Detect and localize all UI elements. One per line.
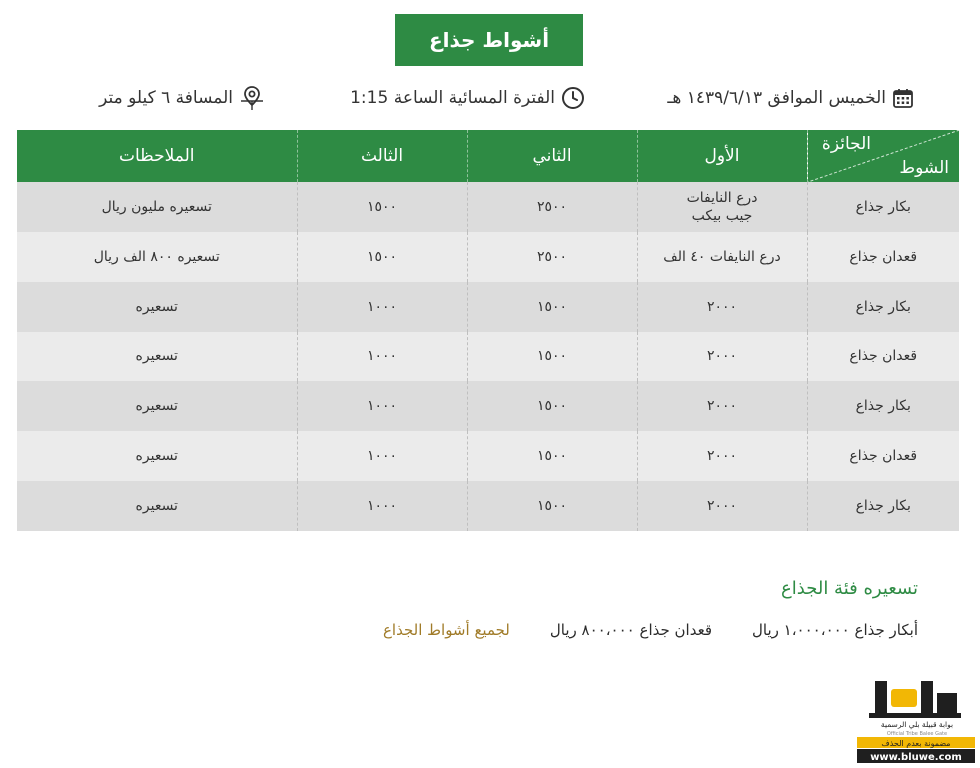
cell-first: ٢٠٠٠ bbox=[637, 481, 807, 531]
cell-race: قعدان جذاع bbox=[807, 332, 959, 382]
pricing-all-races: لجميع أشواط الجذاع bbox=[382, 621, 510, 639]
cell-first bbox=[637, 182, 807, 232]
cell-notes: تسعيره bbox=[17, 481, 297, 531]
logo-text-english: Official Tribe Balee Gate bbox=[886, 731, 948, 737]
pricing-details bbox=[383, 621, 918, 639]
map-pin-icon bbox=[239, 85, 265, 111]
cell-race: بكار جذاع bbox=[807, 282, 959, 332]
cell-first-line2: جيب بيكب bbox=[691, 207, 753, 224]
info-date bbox=[667, 84, 914, 112]
logo-url: www.bluwe.com bbox=[870, 752, 962, 763]
clock-icon bbox=[561, 86, 585, 110]
calendar-icon bbox=[892, 87, 914, 109]
cell-third: ١٠٠٠ bbox=[297, 332, 467, 382]
info-distance bbox=[99, 84, 265, 112]
cell-third: ١٠٠٠ bbox=[297, 431, 467, 481]
info-period-text: الفترة المسائية الساعة 1:15 bbox=[350, 88, 555, 108]
header-corner-prize: الجائزة bbox=[821, 134, 871, 154]
logo-text-arabic: بوابة قبيلة بلي الرسمية bbox=[880, 720, 954, 729]
cell-notes: تسعيره bbox=[17, 332, 297, 382]
page-title: أشواط جذاع bbox=[395, 14, 583, 66]
cell-first: ٢٠٠٠ bbox=[637, 431, 807, 481]
cell-second: ١٥٠٠ bbox=[467, 332, 637, 382]
cell-first-line1: درع النايفات bbox=[686, 189, 758, 206]
cell-third: ١٠٠٠ bbox=[297, 481, 467, 531]
cell-third: ١٥٠٠ bbox=[297, 232, 467, 282]
cell-first: درع النايفات ٤٠ الف bbox=[637, 232, 807, 282]
header-notes: الملاحظات bbox=[17, 130, 297, 182]
table-header-row bbox=[17, 130, 959, 182]
header-first: الأول bbox=[637, 130, 807, 182]
logo-slogan: مضمونة بعدم الحذف bbox=[881, 739, 951, 748]
cell-notes: تسعيره ٨٠٠ الف ريال bbox=[17, 232, 297, 282]
cell-notes: تسعيره bbox=[17, 431, 297, 481]
header-corner-race: الشوط bbox=[899, 158, 949, 178]
site-logo bbox=[857, 675, 975, 763]
pricing-qaadan: قعدان جذاع ٨٠٠،٠٠٠ ريال bbox=[549, 621, 712, 639]
table-row bbox=[17, 282, 959, 332]
cell-second: ٢٥٠٠ bbox=[467, 232, 637, 282]
table-row bbox=[17, 381, 959, 431]
cell-second: ١٥٠٠ bbox=[467, 381, 637, 431]
table-row bbox=[17, 332, 959, 382]
info-date-text: الخميس الموافق ١٤٣٩/٦/١٣ هـ bbox=[667, 88, 886, 108]
races-table bbox=[17, 130, 959, 531]
cell-second: ١٥٠٠ bbox=[467, 282, 637, 332]
cell-notes: تسعيره مليون ريال bbox=[17, 182, 297, 232]
cell-second: ١٥٠٠ bbox=[467, 481, 637, 531]
cell-race: بكار جذاع bbox=[807, 481, 959, 531]
cell-notes: تسعيره bbox=[17, 381, 297, 431]
table-row bbox=[17, 431, 959, 481]
cell-first: ٢٠٠٠ bbox=[637, 381, 807, 431]
cell-first: ٢٠٠٠ bbox=[637, 332, 807, 382]
cell-second: ١٥٠٠ bbox=[467, 431, 637, 481]
cell-race: قعدان جذاع bbox=[807, 232, 959, 282]
cell-third: ١٠٠٠ bbox=[297, 282, 467, 332]
cell-third: ١٠٠٠ bbox=[297, 381, 467, 431]
cell-notes: تسعيره bbox=[17, 282, 297, 332]
cell-first: ٢٠٠٠ bbox=[637, 282, 807, 332]
header-third: الثالث bbox=[297, 130, 467, 182]
header-second: الثاني bbox=[467, 130, 637, 182]
table-row bbox=[17, 481, 959, 531]
cell-third: ١٥٠٠ bbox=[297, 182, 467, 232]
header-corner bbox=[807, 130, 959, 182]
cell-race: قعدان جذاع bbox=[807, 431, 959, 481]
cell-race: بكار جذاع bbox=[807, 381, 959, 431]
cell-race: بكار جذاع bbox=[807, 182, 959, 232]
info-distance-text: المسافة ٦ كيلو متر bbox=[99, 88, 233, 108]
cell-second: ٢٥٠٠ bbox=[467, 182, 637, 232]
table-row bbox=[17, 232, 959, 282]
info-period bbox=[350, 84, 585, 112]
pricing-bakar: أبكار جذاع ١،٠٠٠،٠٠٠ ريال bbox=[752, 621, 918, 639]
table-row bbox=[17, 182, 959, 232]
pricing-title: تسعيره فئة الجذاع bbox=[781, 578, 918, 599]
